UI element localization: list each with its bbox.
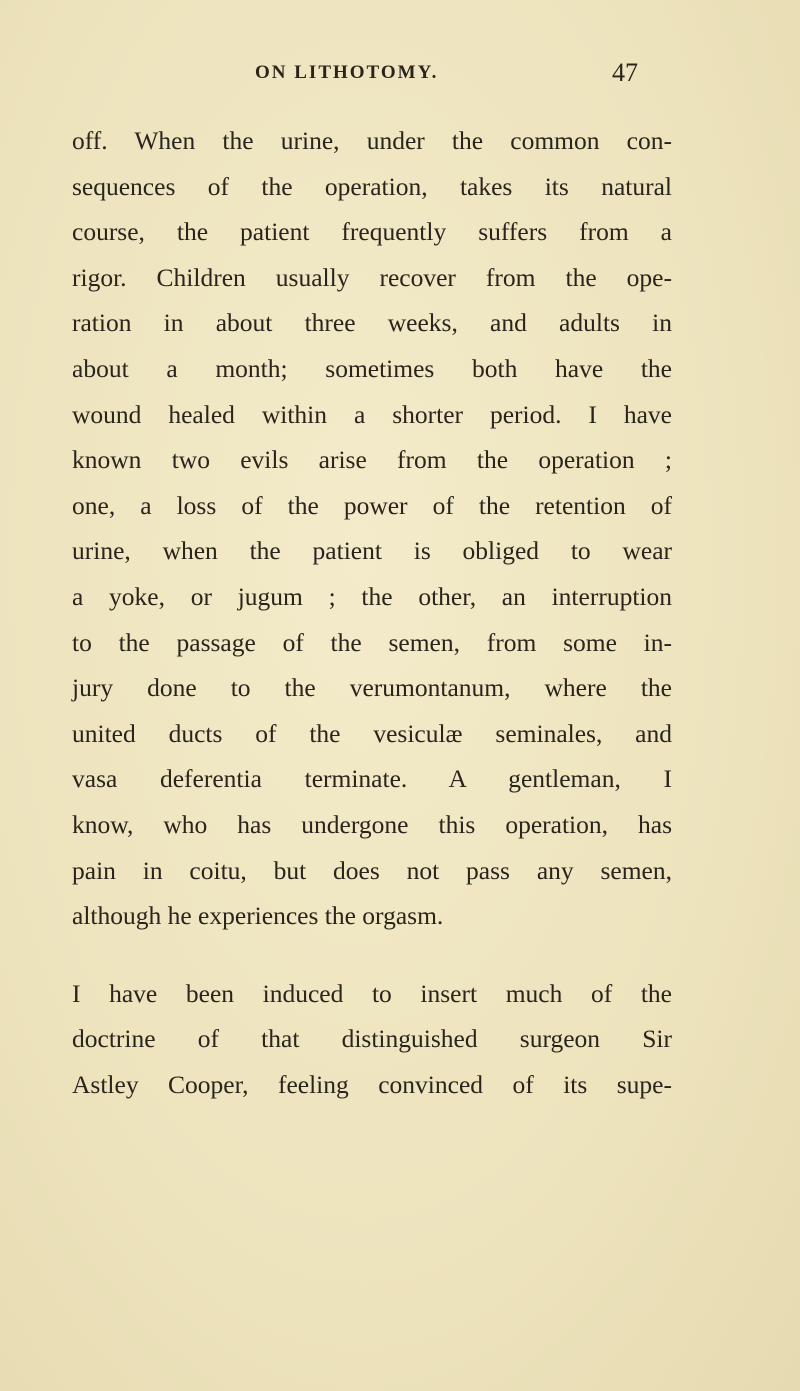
text-line: known two evils arise from the operation ; — [72, 445, 672, 475]
text-line: urine, when the patient is obliged to wear — [72, 536, 672, 566]
text-line: wound healed within a shorter period. I have — [72, 399, 672, 429]
text-line: to the passage of the semen, from some in- — [72, 627, 672, 657]
text-line: one, a loss of the power of the retention of — [72, 490, 672, 520]
page-number: 47 — [612, 58, 638, 87]
text-line: I have been induced to insert much of the — [72, 978, 672, 1008]
text-line: united ducts of the vesiculæ seminales, and — [72, 718, 672, 748]
running-title: ON LITHOTOMY. — [255, 62, 439, 83]
text-line: about a month; sometimes both have the — [72, 353, 672, 383]
text-line: Astley Cooper, feeling convinced of its supe- — [72, 1069, 672, 1099]
text-line: although he experiences the orgasm. — [72, 901, 444, 931]
page-header — [0, 58, 800, 92]
body-text — [72, 118, 672, 1107]
text-line: sequences of the operation, takes its natural — [72, 171, 672, 201]
text-line: know, who has undergone this operation, has — [72, 809, 672, 839]
paragraph-1 — [72, 118, 672, 939]
text-line: course, the patient frequently suffers from a — [72, 217, 672, 247]
paragraph-2 — [72, 971, 672, 1108]
text-line: ration in about three weeks, and adults in — [72, 308, 672, 338]
text-line: doctrine of that distinguished surgeon Sir — [72, 1024, 672, 1054]
text-line: pain in coitu, but does not pass any semen, — [72, 855, 672, 885]
text-line: rigor. Children usually recover from the ope- — [72, 262, 672, 292]
text-line: off. When the urine, under the common con- — [72, 126, 672, 155]
text-line: vasa deferentia terminate. A gentleman, I — [72, 764, 672, 794]
text-line: jury done to the verumontanum, where the — [72, 673, 672, 703]
paragraph-break — [72, 939, 672, 971]
text-line: a yoke, or jugum ; the other, an interruption — [72, 581, 672, 611]
